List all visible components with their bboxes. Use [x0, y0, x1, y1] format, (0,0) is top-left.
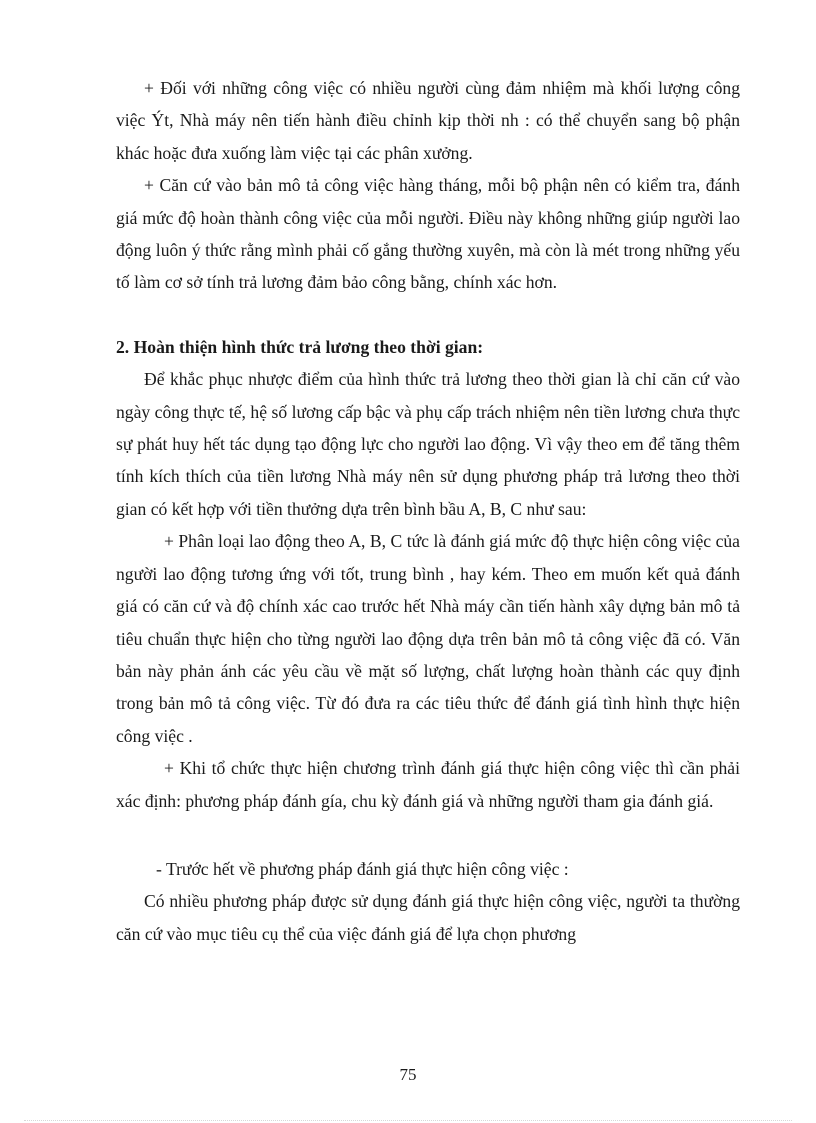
section-heading-time-wage: 2. Hoàn thiện hình thức trả lương theo thời gian: — [116, 336, 484, 357]
paragraph-evaluation-program: + Khi tổ chức thực hiện chương trình đánh giá thực hiện công việc thì cần phải xác định: phương pháp đánh gía, chu kỳ đánh giá và những người tham gia đánh giá. — [116, 758, 740, 811]
paragraph-job-adjustment: + Đối với những công việc có nhiều người cùng đảm nhiệm mà khối lượng công việc Ýt, Nhà máy nên tiến hành điều chỉnh kịp thời nh : có thể chuyển sang bộ phận khác hoặc đưa xuống làm việc tại các phân xưởng. — [116, 78, 740, 163]
page-number: 75 — [399, 1065, 417, 1084]
paragraph-evaluation-methods: Có nhiều phương pháp được sử dụng đánh giá thực hiện công việc, người ta thường căn cứ vào mục tiêu cụ thể của việc đánh giá để lựa chọn phương — [116, 891, 740, 944]
paragraph-job-evaluation: + Căn cứ vào bản mô tả công việc hàng tháng, mỗi bộ phận nên có kiểm tra, đánh giá mức độ hoàn thành công việc của mỗi người. Điều này không những giúp người lao động luôn ý thức rằng mình phải cố gắng thường xuyên, mà còn là mét trong những yếu tố làm cơ sở tính trả lương đảm bảo công bằng, chính xác hơn. — [116, 175, 740, 293]
document-body — [116, 72, 740, 950]
paragraph-evaluation-method-heading: - Trước hết về phương pháp đánh giá thực hiện công việc : — [156, 858, 569, 879]
paragraph-time-wage-intro: Để khắc phục nhược điểm của hình thức trả lương theo thời gian là chỉ căn cứ vào ngày công thực tế, hệ số lương cấp bậc và phụ cấp trách nhiệm nên tiền lương chưa thực sự phát huy hết tác dụng tạo động lực cho người lao động. Vì vậy theo em để tăng thêm tính kích thích của tiền lương Nhà máy nên sử dụng phương pháp trả lương theo thời gian có kết hợp với tiền thưởng dựa trên bình bầu A, B, C như sau: — [116, 369, 740, 519]
paragraph-abc-classification: + Phân loại lao động theo A, B, C tức là đánh giá mức độ thực hiện công việc của người lao động tương ứng với tốt, trung bình , hay kém. Theo em muốn kết quả đánh giá có căn cứ và độ chính xác cao trước hết Nhà máy cần tiến hành xây dựng bản mô tả tiêu chuẩn thực hiện cho từng người lao động dựa trên bản mô tả công việc đã có. Văn bản này phản ánh các yêu cầu về mặt số lượng, chất lượng hoàn thành các quy định trong bản mô tả công việc. Từ đó đưa ra các tiêu thức để đánh giá tình hình thực hiện công việc . — [116, 531, 740, 746]
page-bottom-rule — [24, 1120, 792, 1121]
